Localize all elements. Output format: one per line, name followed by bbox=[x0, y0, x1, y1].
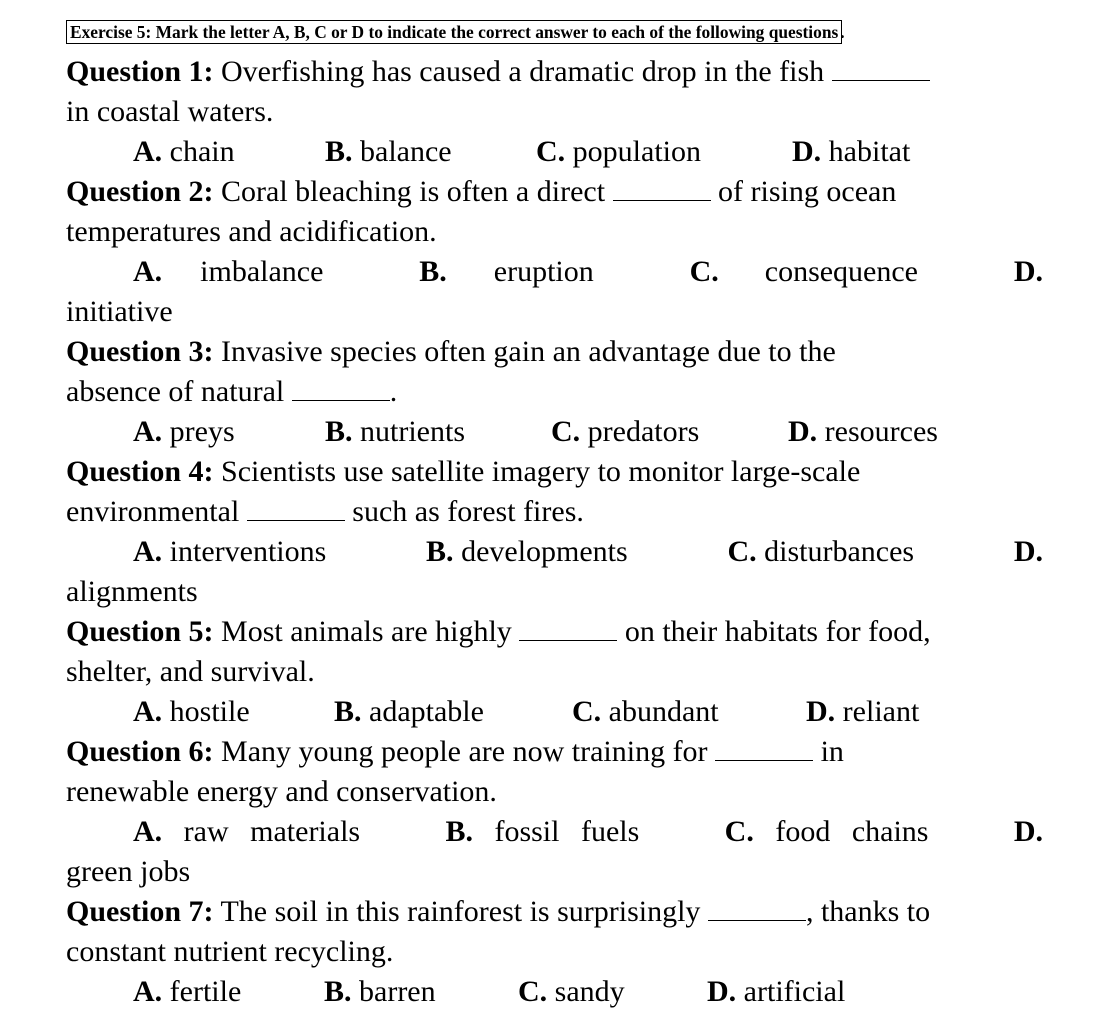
question-1-blank bbox=[832, 58, 930, 81]
option-text: reliant bbox=[835, 695, 920, 728]
exercise-title: Exercise 5: Mark the letter A, B, C or D to indicate the correct answer to each of the following questions bbox=[66, 20, 842, 44]
exercise-header bbox=[66, 20, 1043, 52]
question-4-option-b[interactable] bbox=[426, 532, 628, 572]
question-4-text-after: such as forest fires. bbox=[344, 495, 584, 528]
question-1-label: Question 1: bbox=[66, 55, 214, 88]
question-2-text-after: of rising ocean bbox=[710, 175, 897, 208]
question-6-option-a[interactable] bbox=[133, 812, 360, 852]
question-3-text-before: absence of natural bbox=[66, 375, 292, 408]
option-letter: C. bbox=[536, 135, 566, 168]
option-letter: A. bbox=[133, 255, 163, 288]
question-7-stem bbox=[66, 892, 1043, 972]
option-letter: B. bbox=[419, 255, 447, 288]
option-letter: C. bbox=[518, 975, 548, 1008]
option-letter: D. bbox=[1013, 535, 1043, 568]
question-6-label: Question 6: bbox=[66, 735, 214, 768]
option-letter: A. bbox=[133, 815, 163, 848]
option-text: developments bbox=[453, 535, 628, 568]
question-2-stem bbox=[66, 172, 1043, 252]
option-text: barren bbox=[351, 975, 436, 1008]
question-2-text-line2: temperatures and acidification. bbox=[66, 215, 437, 248]
question-7-text-after: , thanks to bbox=[805, 895, 931, 928]
option-letter: A. bbox=[133, 695, 163, 728]
question-7-options bbox=[66, 972, 1043, 1012]
option-letter: B. bbox=[325, 135, 353, 168]
question-1-option-c[interactable] bbox=[536, 132, 792, 172]
question-1-options bbox=[66, 132, 1043, 172]
option-text: nutrients bbox=[352, 415, 466, 448]
question-6-option-c[interactable] bbox=[725, 812, 929, 852]
option-letter: C. bbox=[724, 815, 754, 848]
option-letter: D. bbox=[1013, 815, 1043, 848]
option-letter: B. bbox=[324, 975, 352, 1008]
question-7-text-before: The soil in this rainforest is surprisingly bbox=[213, 895, 708, 928]
question-5-options bbox=[66, 692, 1043, 732]
question-2-option-d-wrap[interactable]: initiative bbox=[66, 295, 173, 328]
question-1-option-a[interactable] bbox=[133, 132, 325, 172]
question-6-option-d-wrap[interactable]: green jobs bbox=[66, 855, 191, 888]
question-6-option-d[interactable] bbox=[1014, 812, 1043, 852]
question-2 bbox=[66, 172, 1043, 332]
question-3-option-a[interactable] bbox=[133, 412, 325, 452]
question-6-option-b[interactable] bbox=[445, 812, 639, 852]
option-letter: C. bbox=[551, 415, 581, 448]
option-text: disturbances bbox=[756, 535, 915, 568]
question-3-text-line1: Invasive species often gain an advantage due to the bbox=[213, 335, 836, 368]
question-7 bbox=[66, 892, 1043, 1012]
question-3-options bbox=[66, 412, 1043, 452]
question-2-options bbox=[66, 252, 1043, 292]
option-letter: B. bbox=[334, 695, 362, 728]
option-text: interventions bbox=[162, 535, 327, 568]
question-1-option-d[interactable] bbox=[792, 132, 910, 172]
question-1-text-line2: in coastal waters. bbox=[66, 95, 274, 128]
option-letter: A. bbox=[133, 135, 163, 168]
option-text: eruption bbox=[493, 255, 594, 288]
question-5-text-after: on their habitats for food, bbox=[617, 615, 931, 648]
option-letter: D. bbox=[792, 135, 822, 168]
question-2-label: Question 2: bbox=[66, 175, 214, 208]
question-4-blank bbox=[247, 498, 345, 521]
question-6-options bbox=[66, 812, 1043, 852]
option-text: sandy bbox=[547, 975, 625, 1008]
option-text: resources bbox=[817, 415, 938, 448]
option-letter: B. bbox=[325, 415, 353, 448]
option-text: fertile bbox=[162, 975, 242, 1008]
option-text: preys bbox=[162, 415, 235, 448]
question-7-option-c[interactable] bbox=[518, 972, 707, 1012]
question-5-blank bbox=[519, 618, 617, 641]
question-6-blank bbox=[715, 738, 813, 761]
option-letter: A. bbox=[133, 535, 163, 568]
question-5-text-line2: shelter, and survival. bbox=[66, 655, 315, 688]
option-letter: C. bbox=[727, 535, 757, 568]
question-3-label: Question 3: bbox=[66, 335, 214, 368]
worksheet bbox=[66, 20, 1043, 1012]
option-text: predators bbox=[580, 415, 700, 448]
option-text: consequence bbox=[764, 255, 919, 288]
option-text: chain bbox=[162, 135, 235, 168]
question-7-label: Question 7: bbox=[66, 895, 214, 928]
question-4-label: Question 4: bbox=[66, 455, 214, 488]
option-text: fossil fuels bbox=[472, 815, 640, 848]
question-4-options bbox=[66, 532, 1043, 572]
question-1-stem bbox=[66, 52, 1043, 132]
question-2-blank bbox=[613, 178, 711, 201]
question-3-blank bbox=[292, 378, 390, 401]
question-2-option-b[interactable] bbox=[419, 252, 594, 292]
option-text: balance bbox=[352, 135, 452, 168]
question-4-stem bbox=[66, 452, 1043, 532]
question-5-option-c[interactable] bbox=[572, 692, 806, 732]
option-text: abundant bbox=[601, 695, 719, 728]
question-3-stem bbox=[66, 332, 1043, 412]
question-5-option-a[interactable] bbox=[133, 692, 334, 732]
question-4-option-d[interactable] bbox=[1014, 532, 1043, 572]
option-text: habitat bbox=[821, 135, 911, 168]
question-6 bbox=[66, 732, 1043, 892]
question-5-label: Question 5: bbox=[66, 615, 214, 648]
option-letter: D. bbox=[788, 415, 818, 448]
question-7-option-a[interactable] bbox=[133, 972, 324, 1012]
question-6-stem bbox=[66, 732, 1043, 812]
question-3-option-c[interactable] bbox=[551, 412, 788, 452]
option-text: food chains bbox=[753, 815, 929, 848]
question-6-text-before: Many young people are now training for bbox=[213, 735, 716, 768]
option-letter: B. bbox=[426, 535, 454, 568]
option-letter: D. bbox=[707, 975, 737, 1008]
question-3-text-after: . bbox=[389, 375, 398, 408]
question-4-text-before: environmental bbox=[66, 495, 247, 528]
question-5-option-b[interactable] bbox=[334, 692, 572, 732]
question-1-text-before: Overfishing has caused a dramatic drop in the fish bbox=[213, 55, 832, 88]
option-letter: C. bbox=[572, 695, 602, 728]
option-letter: D. bbox=[806, 695, 836, 728]
question-4-option-c[interactable] bbox=[727, 532, 914, 572]
question-7-option-d[interactable] bbox=[707, 972, 845, 1012]
question-7-option-b[interactable] bbox=[324, 972, 518, 1012]
question-2-text-before: Coral bleaching is often a direct bbox=[213, 175, 613, 208]
option-text: artificial bbox=[736, 975, 846, 1008]
option-letter: B. bbox=[445, 815, 473, 848]
option-letter: A. bbox=[133, 975, 163, 1008]
option-text: imbalance bbox=[200, 255, 324, 288]
question-3 bbox=[66, 332, 1043, 452]
question-2-option-c[interactable] bbox=[690, 252, 918, 292]
option-text: hostile bbox=[162, 695, 250, 728]
question-4 bbox=[66, 452, 1043, 612]
question-5 bbox=[66, 612, 1043, 732]
option-letter: A. bbox=[133, 415, 163, 448]
question-5-option-d[interactable] bbox=[806, 692, 919, 732]
question-7-blank bbox=[708, 898, 806, 921]
question-4-option-d-wrap[interactable]: alignments bbox=[66, 575, 198, 608]
question-3-option-b[interactable] bbox=[325, 412, 551, 452]
question-2-option-d[interactable] bbox=[1014, 252, 1043, 292]
question-3-option-d[interactable] bbox=[788, 412, 938, 452]
question-1 bbox=[66, 52, 1043, 172]
option-letter: D. bbox=[1013, 255, 1043, 288]
question-7-text-line2: constant nutrient recycling. bbox=[66, 935, 394, 968]
option-text: adaptable bbox=[361, 695, 484, 728]
exercise-title-period: . bbox=[840, 22, 845, 42]
question-4-option-a[interactable] bbox=[133, 532, 326, 572]
question-2-option-a[interactable] bbox=[133, 252, 323, 292]
question-5-text-before: Most animals are highly bbox=[213, 615, 520, 648]
option-text: raw materials bbox=[162, 815, 361, 848]
question-1-option-b[interactable] bbox=[325, 132, 536, 172]
question-5-stem bbox=[66, 612, 1043, 692]
question-4-text-line1: Scientists use satellite imagery to monitor large-scale bbox=[213, 455, 861, 488]
question-6-text-after: in bbox=[813, 735, 844, 768]
option-letter: C. bbox=[689, 255, 719, 288]
option-text: population bbox=[565, 135, 701, 168]
question-6-text-line2: renewable energy and conservation. bbox=[66, 775, 497, 808]
